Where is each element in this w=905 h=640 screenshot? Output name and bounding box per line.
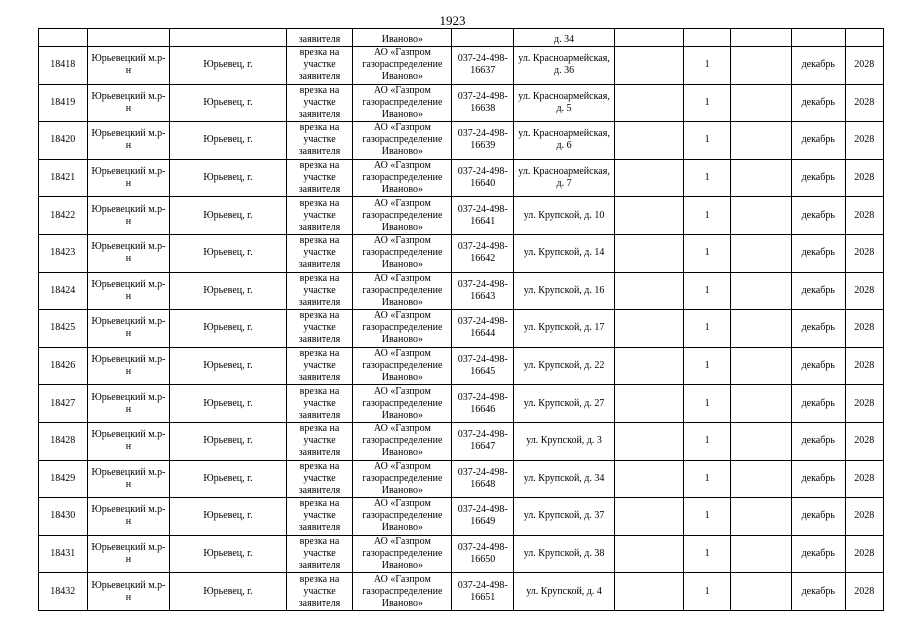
cell-owner: АО «Газпром газораспределение Иваново» [353,272,452,310]
cell-code: 037-24-498-16645 [452,347,514,385]
table-row [39,47,884,85]
cell-year: 2028 [845,234,883,272]
register-table [38,28,884,611]
cell-type: врезка на участке заявителя [286,159,353,197]
cell-code: 037-24-498-16644 [452,310,514,348]
cell-qty: 1 [683,310,731,348]
cell-owner: АО «Газпром газораспределение Иваново» [353,122,452,160]
cell-month: декабрь [791,234,845,272]
cell-qty: 1 [683,234,731,272]
table-row [39,272,884,310]
cell-month: декабрь [791,272,845,310]
cell-empty [731,197,792,235]
cell-month: декабрь [791,573,845,611]
cell-empty [731,460,792,498]
cell-owner: АО «Газпром газораспределение Иваново» [353,498,452,536]
cell-num: 18432 [39,573,88,611]
cell-type: врезка на участке заявителя [286,197,353,235]
cell-qty: 1 [683,535,731,573]
cell-code: 037-24-498-16647 [452,422,514,460]
cell-num: 18420 [39,122,88,160]
cell-address: д. 34 [514,29,615,47]
cell-empty [731,347,792,385]
cell-city: Юрьевец, г. [170,385,286,423]
cell-empty [731,234,792,272]
cell-year: 2028 [845,535,883,573]
cell-qty: 1 [683,347,731,385]
cell-empty [731,47,792,85]
cell-type: врезка на участке заявителя [286,535,353,573]
cell-city: Юрьевец, г. [170,573,286,611]
cell-empty [731,535,792,573]
cell-district: Юрьевецкий м.р-н [87,159,170,197]
cell-city: Юрьевец, г. [170,197,286,235]
cell-owner: АО «Газпром газораспределение Иваново» [353,197,452,235]
cell-qty: 1 [683,460,731,498]
cell-month: декабрь [791,159,845,197]
cell-qty: 1 [683,159,731,197]
cell-code: 037-24-498-16642 [452,234,514,272]
cell-address: ул. Красноармейская, д. 36 [514,47,615,85]
cell-empty [615,84,684,122]
table-row [39,498,884,536]
cell-year: 2028 [845,498,883,536]
cell-type: заявителя [286,29,353,47]
cell-year: 2028 [845,84,883,122]
cell-district: Юрьевецкий м.р-н [87,310,170,348]
cell-district: Юрьевецкий м.р-н [87,272,170,310]
cell-type: врезка на участке заявителя [286,460,353,498]
cell-owner: АО «Газпром газораспределение Иваново» [353,234,452,272]
cell-empty [615,422,684,460]
cell-code: 037-24-498-16639 [452,122,514,160]
cell-type: врезка на участке заявителя [286,498,353,536]
cell-month: декабрь [791,422,845,460]
cell-num: 18419 [39,84,88,122]
cell-empty [731,498,792,536]
cell-num: 18425 [39,310,88,348]
table-row-partial [39,29,884,47]
cell-type: врезка на участке заявителя [286,347,353,385]
cell-empty [615,29,684,47]
cell-qty: 1 [683,422,731,460]
cell-code: 037-24-498-16648 [452,460,514,498]
cell-district: Юрьевецкий м.р-н [87,47,170,85]
cell-address: ул. Крупской, д. 38 [514,535,615,573]
cell-year: 2028 [845,47,883,85]
cell-empty [731,122,792,160]
cell-type: врезка на участке заявителя [286,310,353,348]
cell-empty [731,29,792,47]
cell-type: врезка на участке заявителя [286,234,353,272]
table-row [39,197,884,235]
cell-code [452,29,514,47]
cell-city: Юрьевец, г. [170,159,286,197]
cell-address: ул. Крупской, д. 17 [514,310,615,348]
cell-empty [731,272,792,310]
cell-empty [731,310,792,348]
cell-code: 037-24-498-16637 [452,47,514,85]
cell-qty: 1 [683,122,731,160]
cell-month: декабрь [791,310,845,348]
table-row [39,460,884,498]
cell-city: Юрьевец, г. [170,310,286,348]
cell-address: ул. Красноармейская, д. 6 [514,122,615,160]
cell-owner: АО «Газпром газораспределение Иваново» [353,385,452,423]
cell-empty [615,573,684,611]
table-row [39,385,884,423]
cell-district: Юрьевецкий м.р-н [87,122,170,160]
cell-month [791,29,845,47]
cell-month: декабрь [791,47,845,85]
cell-type: врезка на участке заявителя [286,272,353,310]
cell-address: ул. Крупской, д. 10 [514,197,615,235]
page-number: 1923 [439,13,466,28]
cell-district: Юрьевецкий м.р-н [87,385,170,423]
cell-address: ул. Красноармейская, д. 7 [514,159,615,197]
cell-empty [731,385,792,423]
cell-empty [731,422,792,460]
table-row [39,573,884,611]
cell-month: декабрь [791,84,845,122]
cell-address: ул. Крупской, д. 37 [514,498,615,536]
cell-code: 037-24-498-16650 [452,535,514,573]
cell-empty [615,47,684,85]
cell-district: Юрьевецкий м.р-н [87,234,170,272]
cell-qty: 1 [683,197,731,235]
cell-city: Юрьевец, г. [170,347,286,385]
cell-city: Юрьевец, г. [170,122,286,160]
cell-type: врезка на участке заявителя [286,47,353,85]
cell-year: 2028 [845,272,883,310]
cell-type: врезка на участке заявителя [286,573,353,611]
cell-num: 18421 [39,159,88,197]
table-row [39,84,884,122]
cell-address: ул. Крупской, д. 16 [514,272,615,310]
cell-month: декабрь [791,347,845,385]
cell-num: 18427 [39,385,88,423]
cell-district: Юрьевецкий м.р-н [87,498,170,536]
cell-city: Юрьевец, г. [170,84,286,122]
cell-empty [615,535,684,573]
table-row [39,422,884,460]
cell-empty [615,460,684,498]
cell-city: Юрьевец, г. [170,234,286,272]
cell-code: 037-24-498-16649 [452,498,514,536]
table-row [39,310,884,348]
cell-month: декабрь [791,385,845,423]
cell-owner: АО «Газпром газораспределение Иваново» [353,159,452,197]
cell-district: Юрьевецкий м.р-н [87,573,170,611]
cell-year: 2028 [845,385,883,423]
table-body [39,29,884,611]
cell-city: Юрьевец, г. [170,498,286,536]
cell-address: ул. Красноармейская, д. 5 [514,84,615,122]
cell-owner: Иваново» [353,29,452,47]
cell-type: врезка на участке заявителя [286,84,353,122]
cell-district: Юрьевецкий м.р-н [87,460,170,498]
cell-num: 18426 [39,347,88,385]
cell-year: 2028 [845,460,883,498]
cell-address: ул. Крупской, д. 3 [514,422,615,460]
cell-owner: АО «Газпром газораспределение Иваново» [353,47,452,85]
cell-num: 18422 [39,197,88,235]
cell-qty: 1 [683,385,731,423]
cell-year: 2028 [845,197,883,235]
table-row [39,122,884,160]
cell-num: 18423 [39,234,88,272]
cell-year: 2028 [845,422,883,460]
cell-district: Юрьевецкий м.р-н [87,535,170,573]
cell-city: Юрьевец, г. [170,422,286,460]
cell-type: врезка на участке заявителя [286,422,353,460]
cell-qty: 1 [683,84,731,122]
cell-month: декабрь [791,535,845,573]
cell-owner: АО «Газпром газораспределение Иваново» [353,310,452,348]
cell-empty [615,385,684,423]
cell-code: 037-24-498-16646 [452,385,514,423]
cell-qty: 1 [683,498,731,536]
cell-empty [615,234,684,272]
cell-year: 2028 [845,573,883,611]
cell-year: 2028 [845,347,883,385]
cell-type: врезка на участке заявителя [286,122,353,160]
cell-empty [615,122,684,160]
cell-empty [615,347,684,385]
cell-empty [615,159,684,197]
cell-address: ул. Крупской, д. 27 [514,385,615,423]
cell-address: ул. Крупской, д. 4 [514,573,615,611]
cell-month: декабрь [791,498,845,536]
cell-code: 037-24-498-16641 [452,197,514,235]
cell-owner: АО «Газпром газораспределение Иваново» [353,422,452,460]
cell-empty [615,310,684,348]
cell-num: 18424 [39,272,88,310]
cell-empty [731,84,792,122]
cell-empty [615,272,684,310]
cell-num: 18430 [39,498,88,536]
cell-type: врезка на участке заявителя [286,385,353,423]
cell-num: 18429 [39,460,88,498]
cell-year [845,29,883,47]
cell-address: ул. Крупской, д. 22 [514,347,615,385]
cell-district: Юрьевецкий м.р-н [87,84,170,122]
cell-owner: АО «Газпром газораспределение Иваново» [353,573,452,611]
cell-month: декабрь [791,122,845,160]
cell-code: 037-24-498-16651 [452,573,514,611]
cell-num: 18428 [39,422,88,460]
cell-code: 037-24-498-16638 [452,84,514,122]
cell-num: 18431 [39,535,88,573]
cell-year: 2028 [845,122,883,160]
cell-owner: АО «Газпром газораспределение Иваново» [353,535,452,573]
table-row [39,535,884,573]
cell-empty [731,159,792,197]
cell-qty [683,29,731,47]
table-row [39,159,884,197]
cell-owner: АО «Газпром газораспределение Иваново» [353,460,452,498]
cell-district: Юрьевецкий м.р-н [87,347,170,385]
cell-num: 18418 [39,47,88,85]
cell-month: декабрь [791,460,845,498]
cell-city: Юрьевец, г. [170,460,286,498]
cell-owner: АО «Газпром газораспределение Иваново» [353,84,452,122]
cell-city: Юрьевец, г. [170,47,286,85]
cell-city [170,29,286,47]
cell-code: 037-24-498-16640 [452,159,514,197]
cell-owner: АО «Газпром газораспределение Иваново» [353,347,452,385]
cell-empty [731,573,792,611]
cell-month: декабрь [791,197,845,235]
cell-empty [615,498,684,536]
cell-qty: 1 [683,573,731,611]
cell-district [87,29,170,47]
cell-district: Юрьевецкий м.р-н [87,422,170,460]
cell-address: ул. Крупской, д. 34 [514,460,615,498]
cell-district: Юрьевецкий м.р-н [87,197,170,235]
cell-address: ул. Крупской, д. 14 [514,234,615,272]
cell-city: Юрьевец, г. [170,535,286,573]
cell-city: Юрьевец, г. [170,272,286,310]
cell-year: 2028 [845,159,883,197]
cell-code: 037-24-498-16643 [452,272,514,310]
cell-empty [615,197,684,235]
cell-qty: 1 [683,47,731,85]
table-row [39,347,884,385]
cell-year: 2028 [845,310,883,348]
cell-qty: 1 [683,272,731,310]
table-row [39,234,884,272]
cell-num [39,29,88,47]
